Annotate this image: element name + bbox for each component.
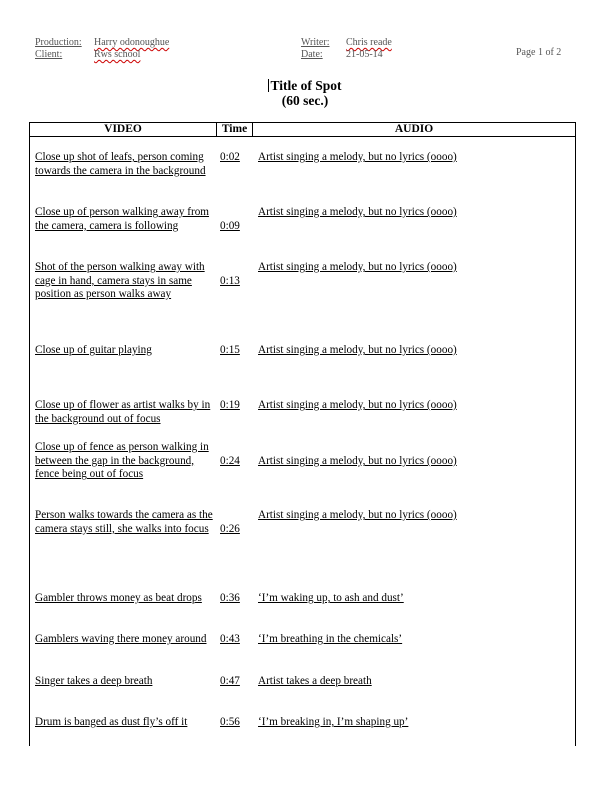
row-10-time [220, 675, 254, 689]
production-value-group [94, 37, 169, 61]
row-9-time [220, 633, 254, 647]
row-2-audio-text: Artist singing a melody, but no lyrics (oooo) [258, 206, 457, 218]
date-label: Date: [301, 49, 323, 60]
row-7-time-text: 0:26 [220, 523, 240, 535]
row-1-audio-text: Artist singing a melody, but no lyrics (oooo) [258, 151, 457, 163]
page-number: Page 1 of 2 [516, 47, 562, 58]
row-4-audio [258, 344, 574, 358]
client-label: Client: [35, 49, 63, 60]
row-10-audio-text: Artist takes a deep breath [258, 675, 372, 687]
row-7-video [35, 509, 217, 536]
row-7-audio [258, 509, 574, 523]
page-title [0, 78, 610, 108]
row-6-time [220, 455, 254, 469]
row-1-time-text: 0:02 [220, 151, 240, 163]
row-2-time-text: 0:09 [220, 220, 240, 232]
row-6-audio-text: Artist singing a melody, but no lyrics (oooo) [258, 455, 457, 467]
row-5-video-text: Close up of flower as artist walks by in the background out of focus [35, 399, 211, 425]
row-3-audio-text: Artist singing a melody, but no lyrics (oooo) [258, 261, 457, 273]
row-9-video-text: Gamblers waving there money around [35, 633, 207, 645]
row-1-audio [258, 151, 574, 165]
row-4-video [35, 344, 217, 358]
column-header-audio: AUDIO [394, 123, 434, 135]
row-7-time [220, 523, 254, 537]
row-6-video-text: Close up of fence as person walking in between the gap in the background, fence being out of focus [35, 441, 209, 481]
row-4-video-text: Close up of guitar playing [35, 344, 152, 356]
row-5-time-text: 0:19 [220, 399, 240, 411]
row-9-video [35, 633, 217, 647]
row-4-time-text: 0:15 [220, 344, 240, 356]
row-4-time [220, 344, 254, 358]
writer-value-group [346, 37, 392, 61]
writer-label: Writer: [301, 37, 330, 48]
row-7-audio-text: Artist singing a melody, but no lyrics (oooo) [258, 509, 457, 521]
row-8-audio [258, 592, 574, 606]
row-1-video [35, 151, 217, 178]
row-5-audio [258, 399, 574, 413]
row-10-audio [258, 675, 574, 689]
row-10-video-text: Singer takes a deep breath [35, 675, 153, 687]
row-3-time-text: 0:13 [220, 275, 240, 287]
row-11-audio [258, 716, 574, 730]
row-7-video-text: Person walks towards the camera as the camera stays still, she walks into focus [35, 509, 213, 535]
row-9-audio-text: ‘I’m breathing in the chemicals’ [258, 633, 403, 645]
title-text: Title of Spot [270, 78, 342, 93]
row-6-audio [258, 455, 574, 469]
row-9-time-text: 0:43 [220, 633, 240, 645]
row-10-time-text: 0:47 [220, 675, 240, 687]
row-8-time-text: 0:36 [220, 592, 240, 604]
row-1-time [220, 151, 254, 165]
row-9-audio [258, 633, 574, 647]
row-6-video [35, 441, 217, 482]
row-2-video [35, 206, 217, 233]
row-5-time [220, 399, 254, 413]
production-label: Production: [35, 37, 82, 48]
writer-label-group [301, 37, 329, 61]
row-4-audio-text: Artist singing a melody, but no lyrics (oooo) [258, 344, 457, 356]
row-11-time [220, 716, 254, 730]
column-header-video: VIDEO [104, 123, 142, 135]
production-value: Harry odonoughue [94, 37, 170, 48]
production-label-group [35, 37, 82, 61]
row-2-time [220, 220, 254, 234]
title-line-1 [0, 78, 610, 93]
client-value: Rws school [94, 49, 141, 60]
row-6-time-text: 0:24 [220, 455, 240, 467]
row-8-audio-text: ‘I’m waking up, to ash and dust’ [258, 592, 404, 604]
writer-value: Chris reade [346, 37, 392, 48]
row-11-video-text: Drum is banged as dust fly’s off it [35, 716, 188, 728]
date-value: 21-05-14 [346, 49, 383, 60]
row-10-video [35, 675, 217, 689]
row-11-video [35, 716, 217, 730]
row-8-time [220, 592, 254, 606]
row-3-time [220, 275, 254, 289]
header-divider [29, 136, 576, 137]
column-header-time: Time [221, 123, 248, 135]
row-3-video [35, 261, 217, 302]
row-5-audio-text: Artist singing a melody, but no lyrics (oooo) [258, 399, 457, 411]
row-2-video-text: Close up of person walking away from the camera, camera is following [35, 206, 209, 232]
row-11-audio-text: ‘I’m breaking in, I’m shaping up’ [258, 716, 409, 728]
title-line-2: (60 sec.) [281, 93, 329, 108]
row-11-time-text: 0:56 [220, 716, 240, 728]
row-8-video-text: Gambler throws money as beat drops [35, 592, 202, 604]
row-3-video-text: Shot of the person walking away with cage in hand, camera stays in same position as person walks away [35, 261, 205, 301]
row-5-video [35, 399, 217, 426]
row-3-audio [258, 261, 574, 275]
row-8-video [35, 592, 217, 606]
row-2-audio [258, 206, 574, 220]
row-1-video-text: Close up shot of leafs, person coming towards the camera in the background [35, 151, 206, 177]
